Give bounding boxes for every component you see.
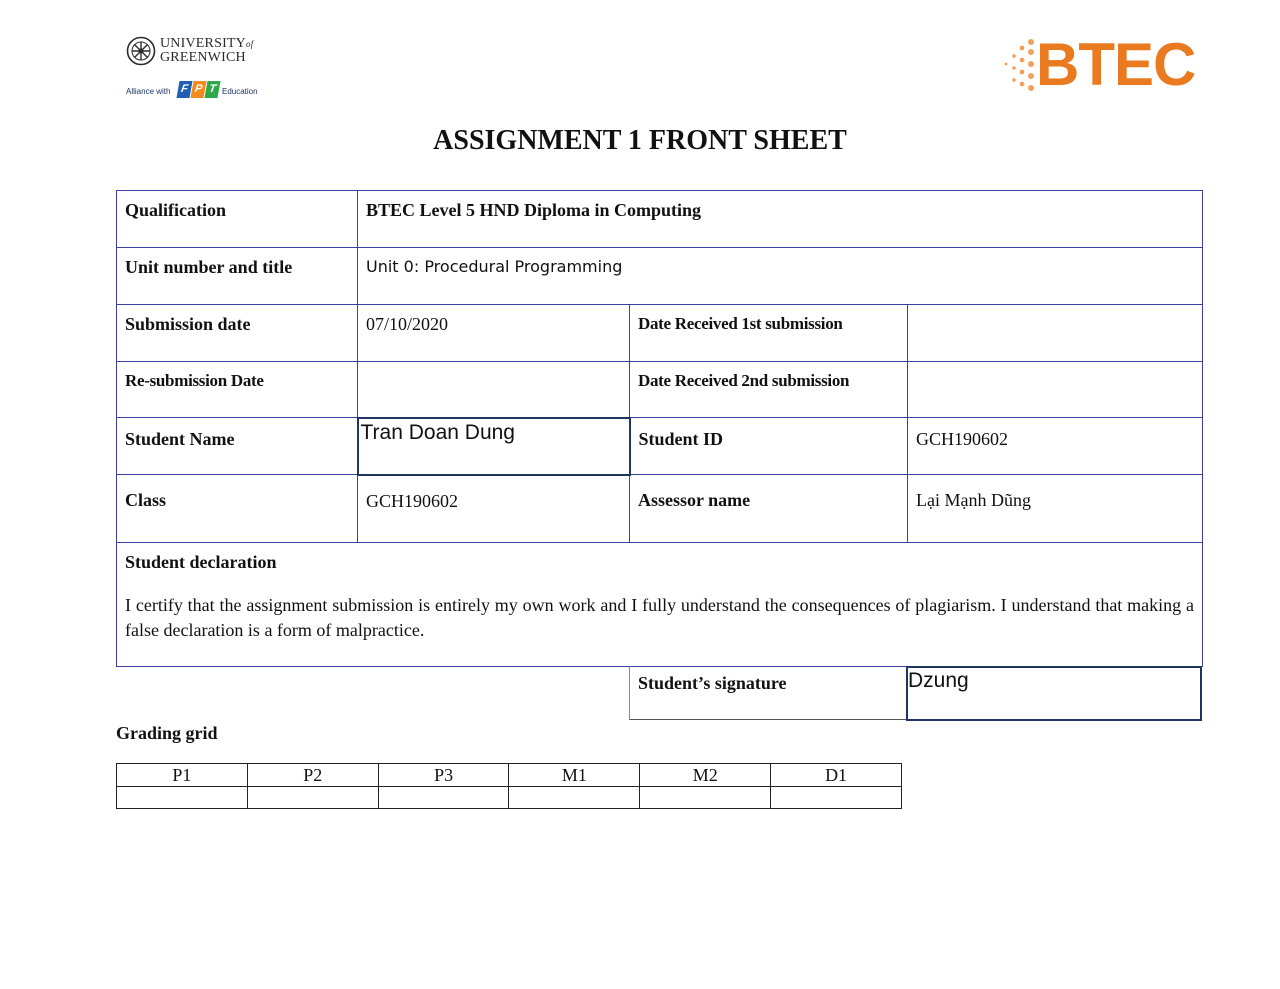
grade-header-p3: P3 — [378, 764, 509, 787]
university-name — [160, 37, 253, 64]
university-name-line1: UNIVERSITY — [160, 36, 246, 51]
university-of-greenwich-logo — [126, 36, 266, 102]
signature-row — [629, 666, 1202, 721]
student-name-value[interactable]: Tran Doan Dung — [358, 418, 630, 475]
grade-header-d1: D1 — [771, 764, 902, 787]
declaration-title: Student declaration — [125, 552, 277, 572]
assessor-name-value: Lại Mạnh Dũng — [908, 475, 1203, 543]
date-received-1st-label: Date Received 1st submission — [630, 305, 908, 362]
grading-header-row — [117, 764, 902, 787]
alliance-with-fpt — [126, 81, 266, 103]
student-id-label: Student ID — [630, 418, 908, 475]
university-name-of: of — [246, 39, 254, 49]
btec-logo — [998, 31, 1198, 100]
grade-cell-m1[interactable] — [509, 787, 640, 809]
date-received-2nd-value — [908, 362, 1203, 418]
resubmission-row — [117, 362, 1203, 418]
btec-wordmark: BTEC — [1036, 31, 1196, 98]
class-row — [117, 475, 1203, 543]
grading-grid-title: Grading grid — [116, 723, 218, 743]
signature-label: Student’s signature — [629, 666, 906, 720]
student-name-label: Student Name — [117, 418, 358, 475]
assessor-name-label: Assessor name — [630, 475, 908, 543]
fpt-letter-p: P — [191, 81, 207, 98]
grade-cell-m2[interactable] — [640, 787, 771, 809]
grade-header-m2: M2 — [640, 764, 771, 787]
class-label: Class — [117, 475, 358, 543]
grade-cell-p1[interactable] — [117, 787, 248, 809]
university-name-line2: GREENWICH — [160, 50, 246, 65]
unit-label: Unit number and title — [117, 248, 358, 305]
grading-grid-table — [116, 763, 902, 809]
grade-header-m1: M1 — [509, 764, 640, 787]
grade-header-p1: P1 — [117, 764, 248, 787]
grade-cell-d1[interactable] — [771, 787, 902, 809]
submission-date-row — [117, 305, 1203, 362]
declaration-text: I certify that the assignment submission is entirely my own work and I fully understand the consequences of plagiarism. I understand that making a false declaration is a form of malpractice. — [125, 595, 1195, 640]
date-received-2nd-label: Date Received 2nd submission — [630, 362, 908, 418]
grading-value-row — [117, 787, 902, 809]
university-seal-icon — [126, 36, 156, 66]
btec-dots-icon — [998, 34, 1038, 100]
qualification-value: BTEC Level 5 HND Diploma in Computing — [358, 191, 1203, 248]
fpt-letter-f: F — [177, 81, 193, 98]
grade-header-p2: P2 — [247, 764, 378, 787]
date-received-1st-value — [908, 305, 1203, 362]
declaration-row — [117, 543, 1203, 667]
unit-row — [117, 248, 1203, 305]
page-title: ASSIGNMENT 1 FRONT SHEET — [433, 125, 847, 156]
signature-field[interactable]: Dzung — [906, 666, 1202, 721]
student-row — [117, 418, 1203, 475]
resubmission-date-value — [358, 362, 630, 418]
resubmission-date-label: Re-submission Date — [117, 362, 358, 418]
education-text: Education — [222, 87, 258, 96]
student-id-value: GCH190602 — [908, 418, 1203, 475]
front-sheet-table — [116, 190, 1203, 667]
unit-value: Unit 0: Procedural Programming — [358, 248, 1203, 305]
fpt-letter-t: T — [205, 81, 221, 98]
student-declaration — [117, 543, 1203, 667]
grade-cell-p3[interactable] — [378, 787, 509, 809]
grade-cell-p2[interactable] — [247, 787, 378, 809]
qualification-label: Qualification — [117, 191, 358, 248]
submission-date-value: 07/10/2020 — [358, 305, 630, 362]
qualification-row — [117, 191, 1203, 248]
submission-date-label: Submission date — [117, 305, 358, 362]
class-value: GCH190602 — [358, 475, 630, 543]
alliance-text: Alliance with — [126, 87, 171, 96]
